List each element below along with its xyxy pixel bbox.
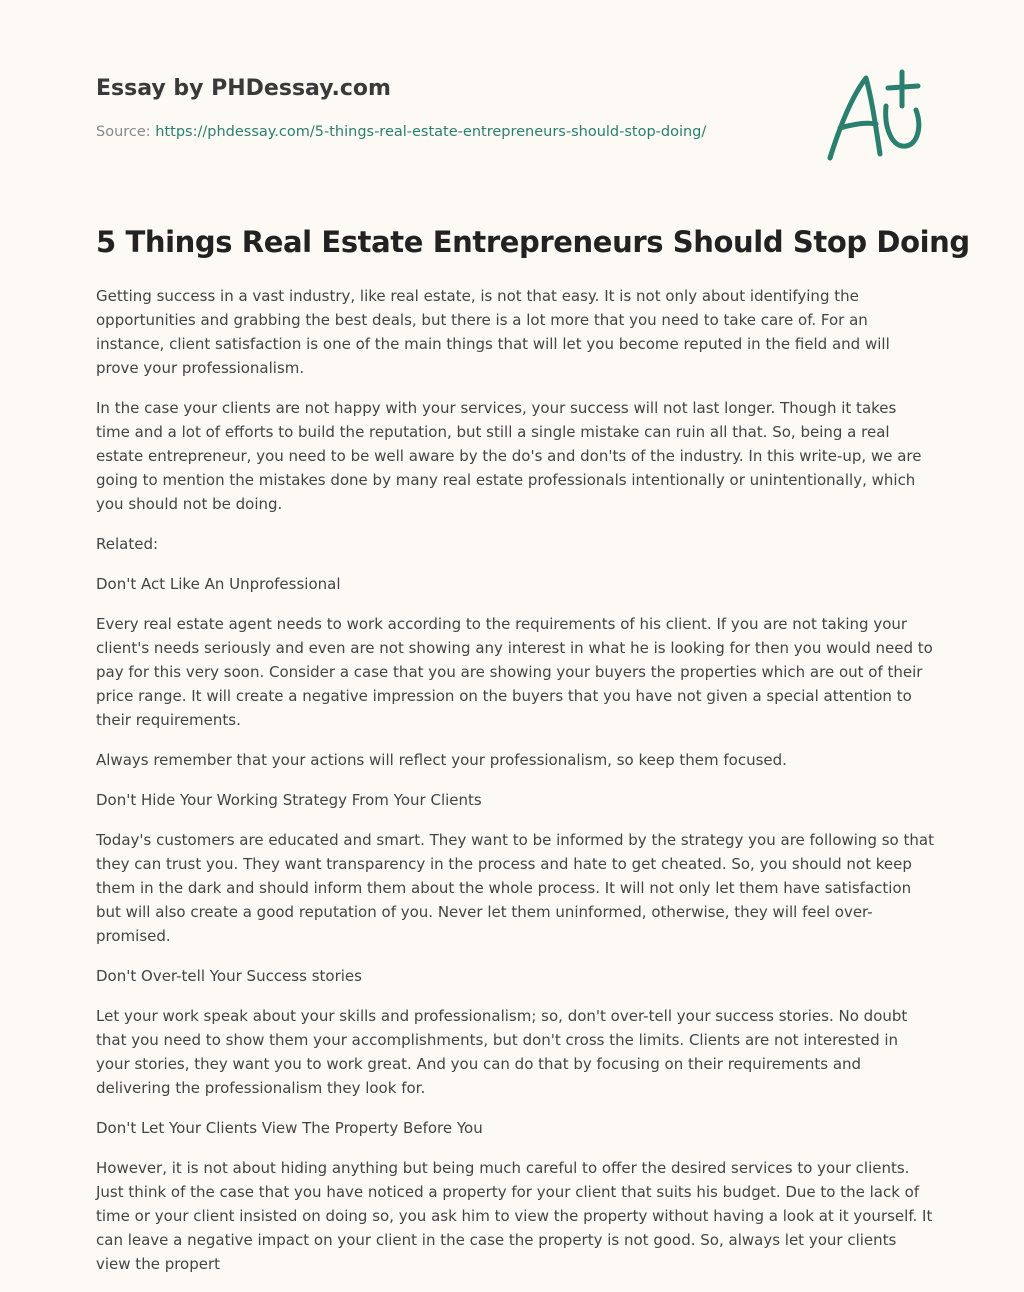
paragraph: Getting success in a vast industry, like real estate, is not that easy. It is not only about identifying the opportunities and grabbing the best deals, but there is a lot more that you need to take care of. For an instance, client satisfaction is one of the main things that will let you become reputed in the field and will prove your professionalism.	[96, 287, 890, 377]
a-plus-logo-icon	[818, 66, 930, 166]
paragraph: Today's customers are educated and smart. They want to be informed by the strategy you are following so that they can trust you. They want transparency in the process and hate to get cheated. So, you should not keep them in the dark and should inform them about the whole process. It will not only let them have satisfaction but will also create a good reputation of you. Never let them uninformed, otherwise, they will feel over-promised.	[96, 831, 934, 945]
paragraph: In the case your clients are not happy with your services, your success will not last longer. Though it takes time and a lot of efforts to build the reputation, but still a single mistake can ruin all that. So, being a real estate entrepreneur, you need to be well aware by the do's and don'ts of the industry. In this write-up, we are going to mention the mistakes done by many real estate professionals intentionally or unintentionally, which you should not be doing.	[96, 399, 922, 513]
essay-title: 5 Things Real Estate Entrepreneurs Should Stop Doing	[96, 225, 970, 259]
section-heading: Don't Let Your Clients View The Property Before You	[96, 1119, 483, 1137]
paragraph: However, it is not about hiding anything but being much careful to offer the desired services to your clients. Just think of the case that you have noticed a property for your client that suits his budget. Due to the lack of time or your client insisted on doing so, you ask him to view the property without having a look at it yourself. It can leave a negative impact on your client in the case the property is not good. So, always let your clients view the propert	[96, 1159, 933, 1273]
related-label: Related:	[96, 535, 159, 553]
section-heading: Don't Act Like An Unprofessional	[96, 575, 341, 593]
paragraph: Every real estate agent needs to work according to the requirements of his client. If you are not taking your client's needs seriously and even are not showing any interest in what he is looking for then you would need to pay for this very soon. Consider a case that you are showing your buyers the properties which are out of their price range. It will create a negative impression on the buyers that you have not given a special attention to their requirements.	[96, 615, 933, 729]
site-brand: Essay by PHDessay.com	[96, 76, 391, 101]
source-label: Source:	[96, 124, 156, 140]
source-line	[96, 124, 706, 140]
essay-body	[96, 284, 934, 1292]
paragraph: Let your work speak about your skills and professionalism; so, don't over-tell your success stories. No doubt that you need to show them your accomplishments, but don't cross the limits. Clients are not interested in your stories, they want you to work great. And you can do that by focusing on their requirements and delivering the professionalism they look for.	[96, 1007, 908, 1097]
section-heading: Don't Over-tell Your Success stories	[96, 967, 362, 985]
section-heading: Don't Hide Your Working Strategy From Your Clients	[96, 791, 482, 809]
source-link[interactable]: https://phdessay.com/5-things-real-estate-entrepreneurs-should-stop-doing/	[155, 124, 707, 140]
paragraph: Always remember that your actions will reflect your professionalism, so keep them focused.	[96, 751, 787, 769]
